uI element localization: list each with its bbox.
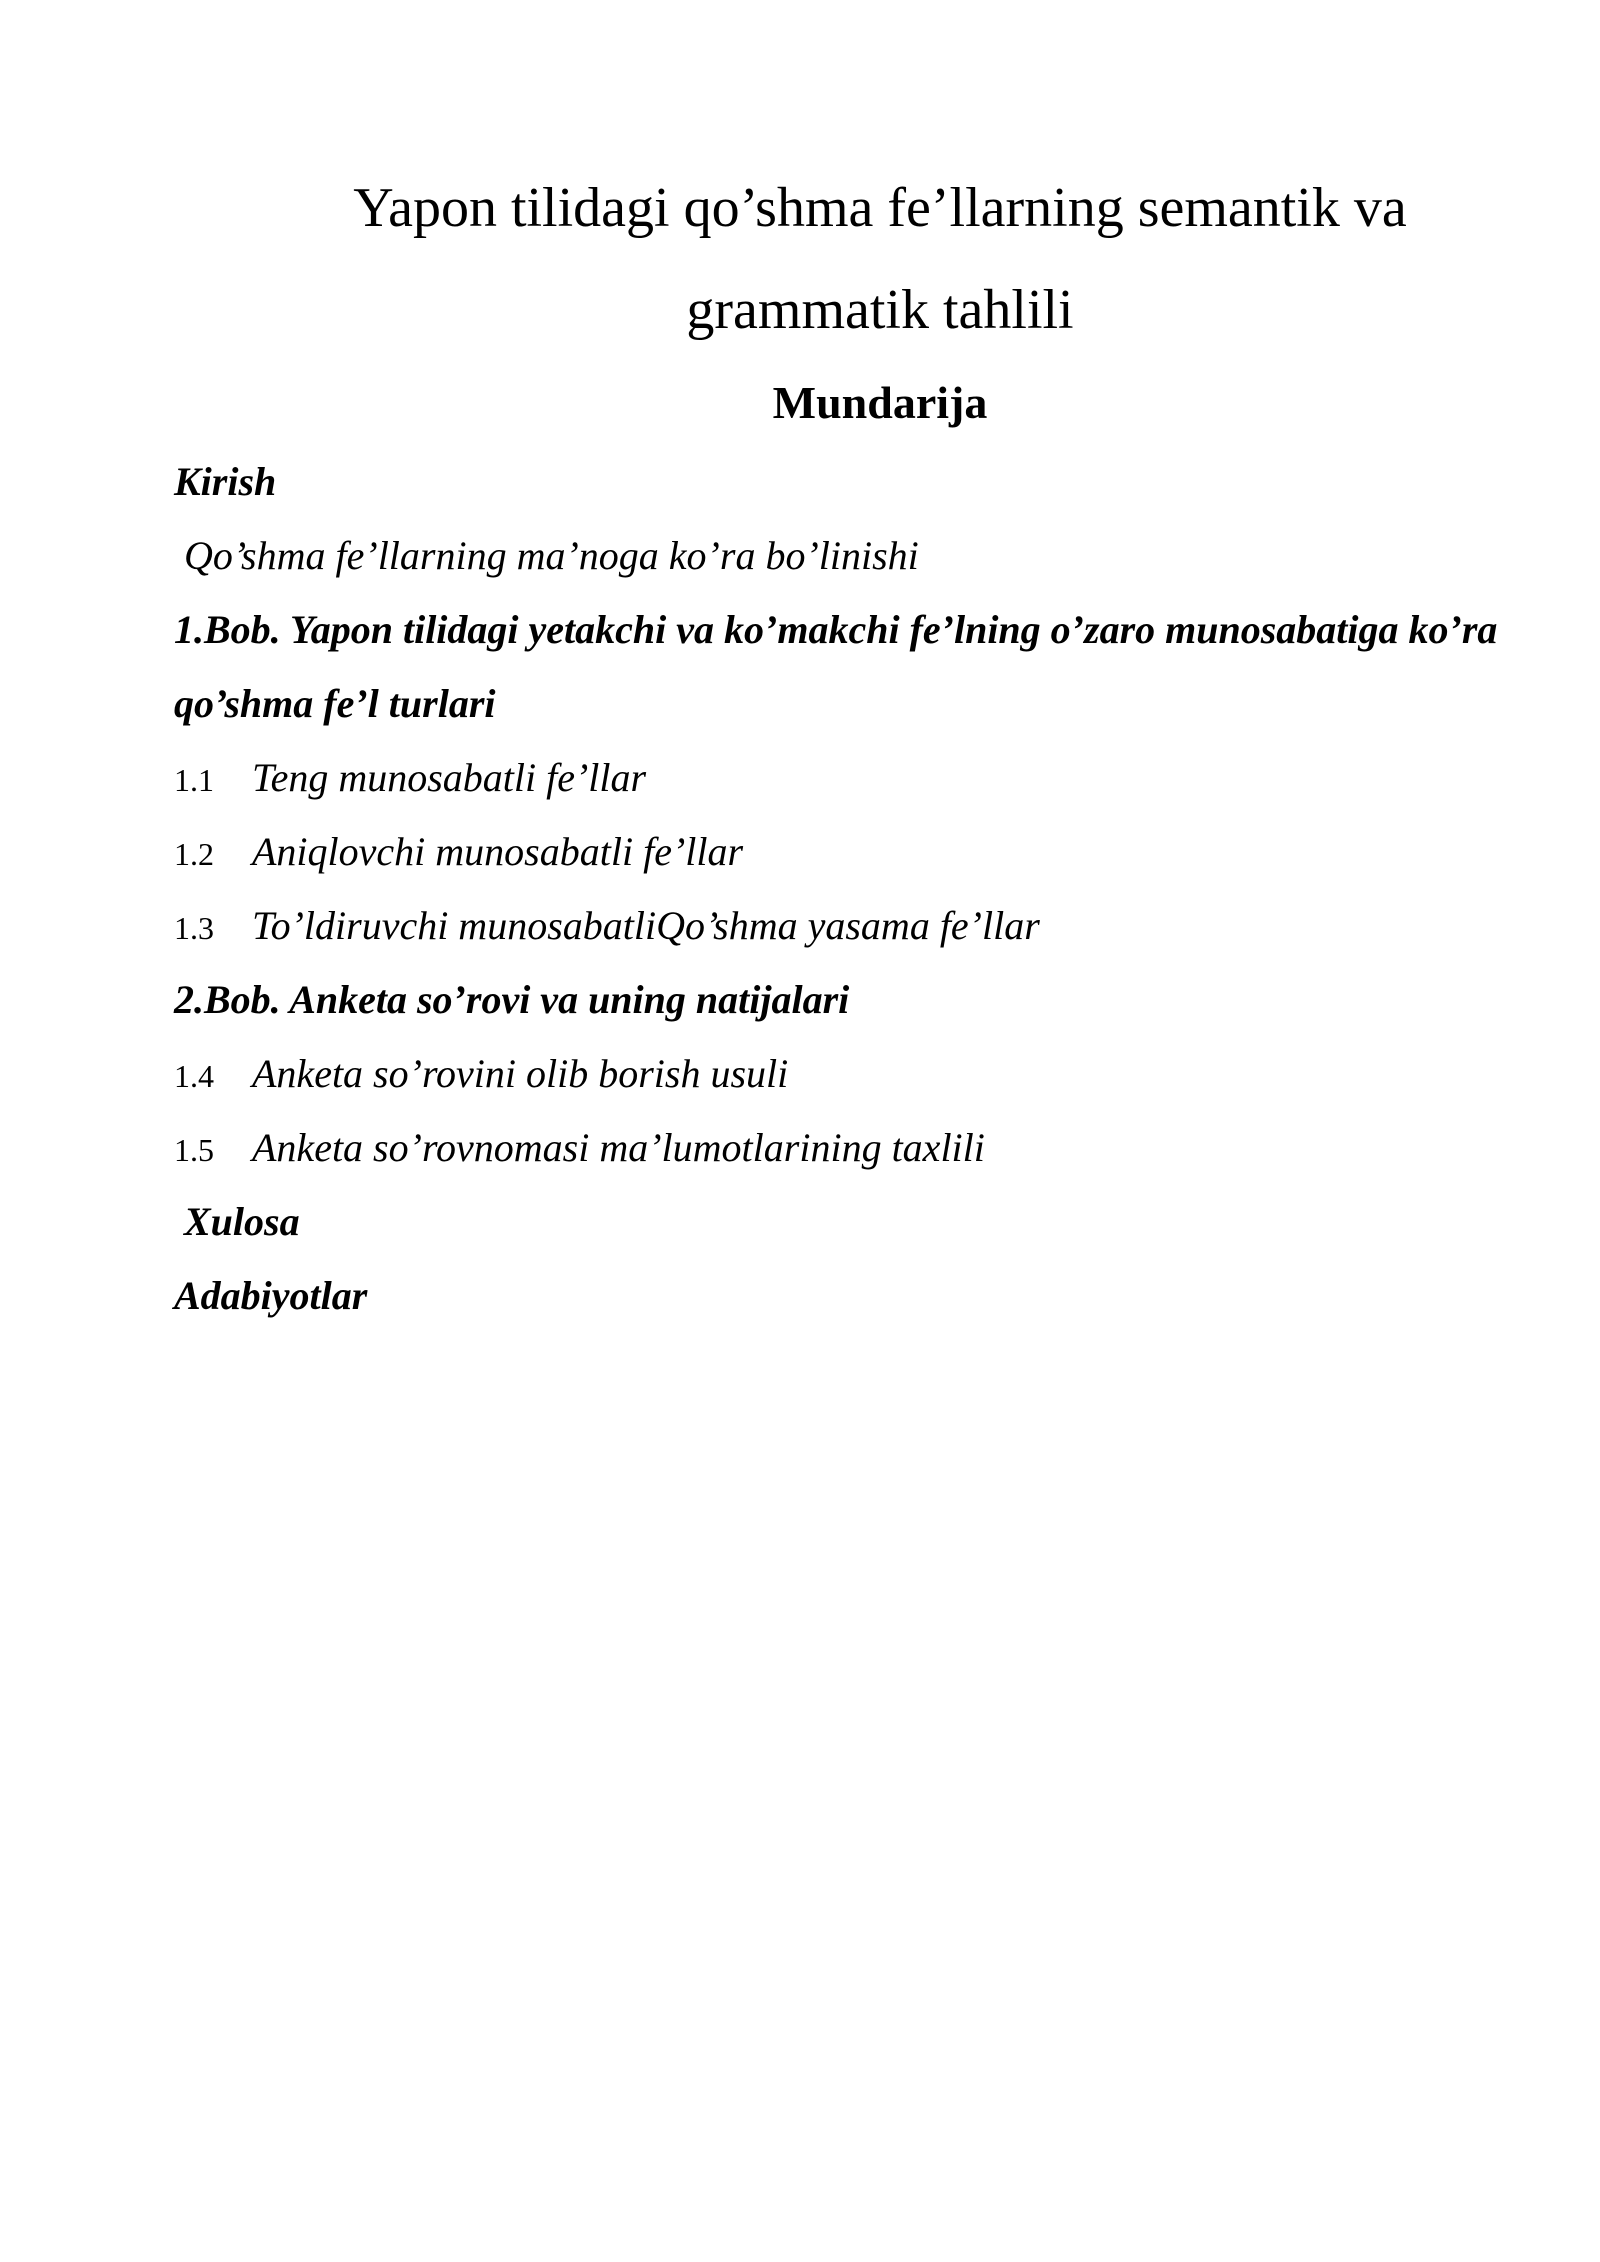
toc-entry-intro-sub: Qo’shma fe’llarning ma’noga ko’ra bo’linishi bbox=[184, 533, 919, 578]
toc-item-number: 1.4 bbox=[174, 1058, 214, 1094]
toc-chapter-1-line-2: qo’shma fe’l turlari bbox=[174, 681, 496, 726]
toc-item-1-1 bbox=[174, 755, 647, 800]
toc-item-number: 1.2 bbox=[174, 836, 214, 872]
toc-item-1-3 bbox=[174, 903, 1040, 948]
toc-item-1-5 bbox=[174, 1125, 985, 1170]
toc-item-label: To’ldiruvchi munosabatliQo’shma yasama fe’llar bbox=[252, 903, 1040, 948]
toc-item-number: 1.3 bbox=[174, 910, 214, 946]
toc-item-label: Anketa so’rovnomasi ma’lumotlarining taxlili bbox=[252, 1125, 985, 1170]
toc-item-1-2 bbox=[174, 829, 744, 874]
toc-item-label: Anketa so’rovini olib borish usuli bbox=[252, 1051, 789, 1096]
toc-entry-kirish: Kirish bbox=[174, 459, 277, 504]
toc-item-number: 1.1 bbox=[174, 762, 214, 798]
toc-entry-adabiyotlar: Adabiyotlar bbox=[174, 1273, 368, 1318]
toc-item-1-4 bbox=[174, 1051, 789, 1096]
toc-item-number: 1.5 bbox=[174, 1132, 214, 1168]
toc-entry-xulosa: Xulosa bbox=[184, 1199, 300, 1244]
toc-item-label: Aniqlovchi munosabatli fe’llar bbox=[252, 829, 744, 874]
document-title-line-2: grammatik tahlili bbox=[686, 279, 1074, 341]
toc-heading: Mundarija bbox=[772, 377, 988, 428]
toc-item-label: Teng munosabatli fe’llar bbox=[252, 755, 647, 800]
document-title-line-1: Yapon tilidagi qo’shma fe’llarning semantik va bbox=[353, 177, 1407, 239]
toc-chapter-2: 2.Bob. Anketa so’rovi va uning natijalari bbox=[174, 977, 850, 1022]
toc-chapter-1-line-1: 1.Bob. Yapon tilidagi yetakchi va ko’makchi fe’lning o’zaro munosabatiga ko’ra bbox=[174, 607, 1498, 652]
